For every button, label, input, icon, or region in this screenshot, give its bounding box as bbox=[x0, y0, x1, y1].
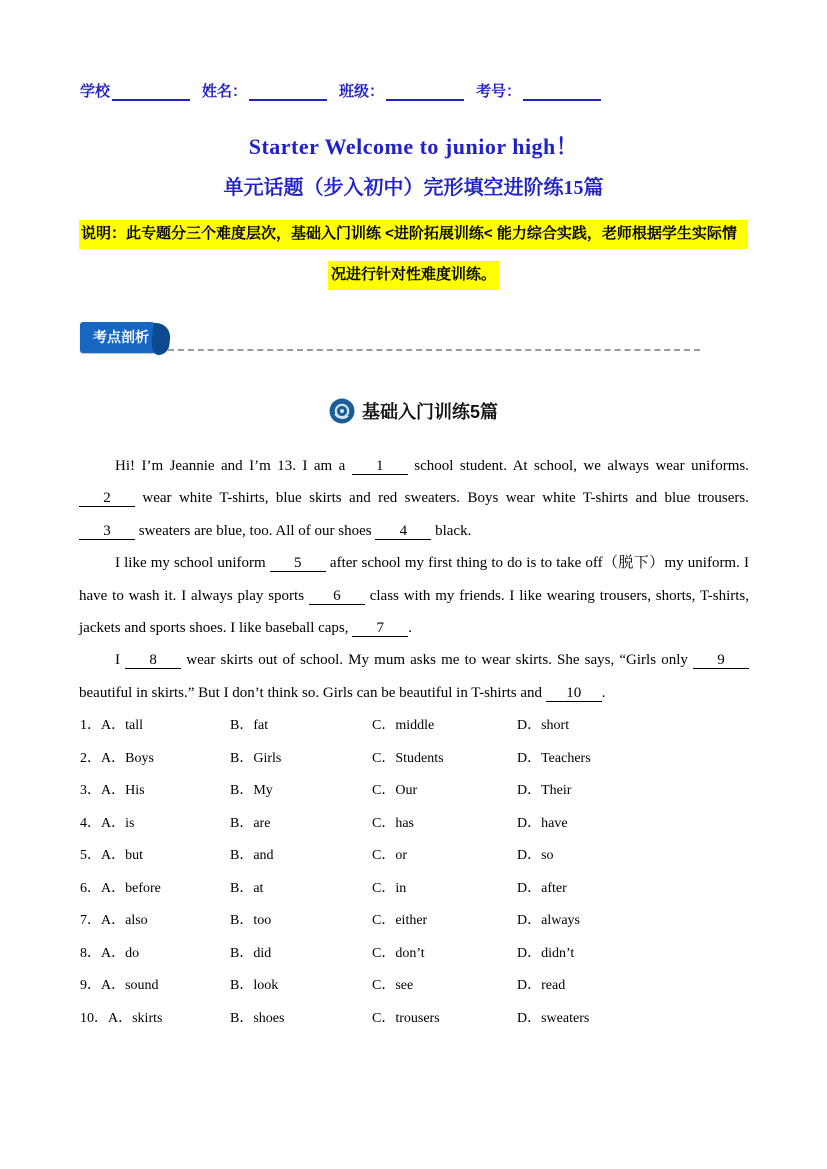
cloze-blank: 4 bbox=[375, 522, 431, 540]
field-label: 班级： bbox=[339, 84, 385, 100]
cloze-blank: 9 bbox=[693, 651, 749, 669]
passage-paragraph: Hi! I’m Jeannie and I’m 13. I am a 1 school student. At school, we always wear uniforms. 2 wear white T-shirts, blue skirts and red sweaters. Boys wear white T-shirts and blue trousers. 3 sweaters are blue, too. All of our shoes 4 black. bbox=[79, 450, 749, 547]
field-label: 姓名： bbox=[202, 84, 248, 100]
field-label: 学校 bbox=[80, 84, 111, 100]
option-cell: D．read bbox=[517, 978, 566, 993]
options-table bbox=[80, 710, 748, 1035]
option-cell: 7．A．also bbox=[80, 913, 148, 928]
option-cell: C．trousers bbox=[372, 1010, 440, 1026]
option-cell: D．have bbox=[517, 815, 568, 831]
header-field bbox=[80, 80, 190, 101]
option-cell: B．My bbox=[230, 783, 273, 798]
option-cell: D．so bbox=[517, 848, 554, 863]
option-cell: C．or bbox=[372, 848, 407, 863]
exam-points-badge: 考点剖析 bbox=[80, 322, 164, 353]
notice-line-2-wrap bbox=[79, 261, 748, 290]
field-blankline bbox=[523, 86, 601, 101]
cloze-blank: 10 bbox=[546, 684, 602, 702]
section-header bbox=[0, 398, 827, 424]
header-fields bbox=[80, 80, 767, 101]
page-title-cn: 单元话题（步入初中）完形填空进阶练15篇 bbox=[223, 177, 604, 199]
section-title: 基础入门训练5篇 bbox=[361, 402, 498, 422]
option-cell: 2．A．Boys bbox=[80, 750, 154, 766]
option-cell: B．shoes bbox=[230, 1010, 285, 1026]
field-label: 考号： bbox=[476, 84, 522, 100]
page-title-en: Starter Welcome to junior high！ bbox=[248, 134, 579, 159]
option-cell: D．Teachers bbox=[517, 750, 591, 766]
notice-block bbox=[79, 220, 748, 290]
exam-points-row bbox=[80, 322, 700, 353]
option-cell: B．at bbox=[230, 880, 264, 896]
passage bbox=[79, 450, 749, 709]
header-field bbox=[339, 80, 464, 101]
option-cell: 8．A．do bbox=[80, 945, 140, 961]
cloze-blank: 6 bbox=[309, 587, 365, 605]
target-circle-icon bbox=[329, 398, 355, 424]
option-cell: D．Their bbox=[517, 783, 572, 798]
option-cell: B．fat bbox=[230, 718, 269, 733]
option-cell: 6．A．before bbox=[80, 880, 161, 896]
passage-paragraph: I like my school uniform 5 after school my first thing to do is to take off（脱下）my uniform. I have to wash it. I always play sports 6 class with my friends. I like wearing trousers, shorts, T-shirts, jackets and sports shoes. I like baseball caps, 7 . bbox=[79, 555, 749, 637]
option-cell: C．don’t bbox=[372, 945, 425, 961]
option-cell: D．didn’t bbox=[517, 945, 575, 961]
option-cell: D．after bbox=[517, 880, 567, 896]
option-cell: B．are bbox=[230, 815, 271, 831]
cloze-blank: 5 bbox=[270, 554, 326, 572]
cloze-blank: 8 bbox=[125, 651, 181, 669]
field-blankline bbox=[249, 86, 327, 101]
option-cell: D．always bbox=[517, 913, 580, 928]
option-cell: B．look bbox=[230, 978, 279, 993]
cloze-blank: 7 bbox=[352, 619, 408, 637]
dashed-divider bbox=[168, 349, 700, 351]
option-cell: B．Girls bbox=[230, 750, 282, 766]
option-cell: D．sweaters bbox=[517, 1010, 590, 1026]
option-cell: C．Students bbox=[372, 750, 444, 766]
option-cell: C．see bbox=[372, 978, 414, 993]
header-field bbox=[202, 80, 327, 101]
cloze-blank: 3 bbox=[79, 522, 135, 540]
field-blankline bbox=[386, 86, 464, 101]
option-cell: B．and bbox=[230, 848, 274, 863]
option-cell: C．in bbox=[372, 880, 407, 896]
option-cell: 10．A．skirts bbox=[80, 1010, 163, 1026]
option-cell: 9．A．sound bbox=[80, 978, 159, 993]
option-cell: 5．A．but bbox=[80, 848, 143, 863]
option-cell: C．middle bbox=[372, 718, 435, 733]
option-cell: B．too bbox=[230, 913, 272, 928]
option-cell: 3．A．His bbox=[80, 783, 145, 798]
notice-line-1: 说明：此专题分三个难度层次，基础入门训练 <进阶拓展训练< 能力综合实践，老师根据学生实际情 bbox=[79, 220, 748, 249]
option-cell: 4．A．is bbox=[80, 815, 135, 831]
cloze-blank: 2 bbox=[79, 489, 135, 507]
option-cell: 1．A．tall bbox=[80, 718, 143, 733]
option-cell: D．short bbox=[517, 718, 570, 733]
cloze-blank: 1 bbox=[352, 457, 408, 475]
option-cell: C．Our bbox=[372, 783, 418, 798]
passage-paragraph: I 8 wear skirts out of school. My mum asks me to wear skirts. She says, “Girls only 9 beautiful in skirts.” But I don’t think so. Girls can be beautiful in T-shirts and 10 . bbox=[79, 644, 749, 709]
option-cell: C．has bbox=[372, 815, 414, 831]
notice-line-2: 况进行针对性难度训练。 bbox=[328, 261, 499, 290]
option-cell: C．either bbox=[372, 913, 428, 928]
header-field bbox=[476, 80, 601, 101]
field-blankline bbox=[112, 86, 190, 101]
option-cell: B．did bbox=[230, 945, 272, 961]
